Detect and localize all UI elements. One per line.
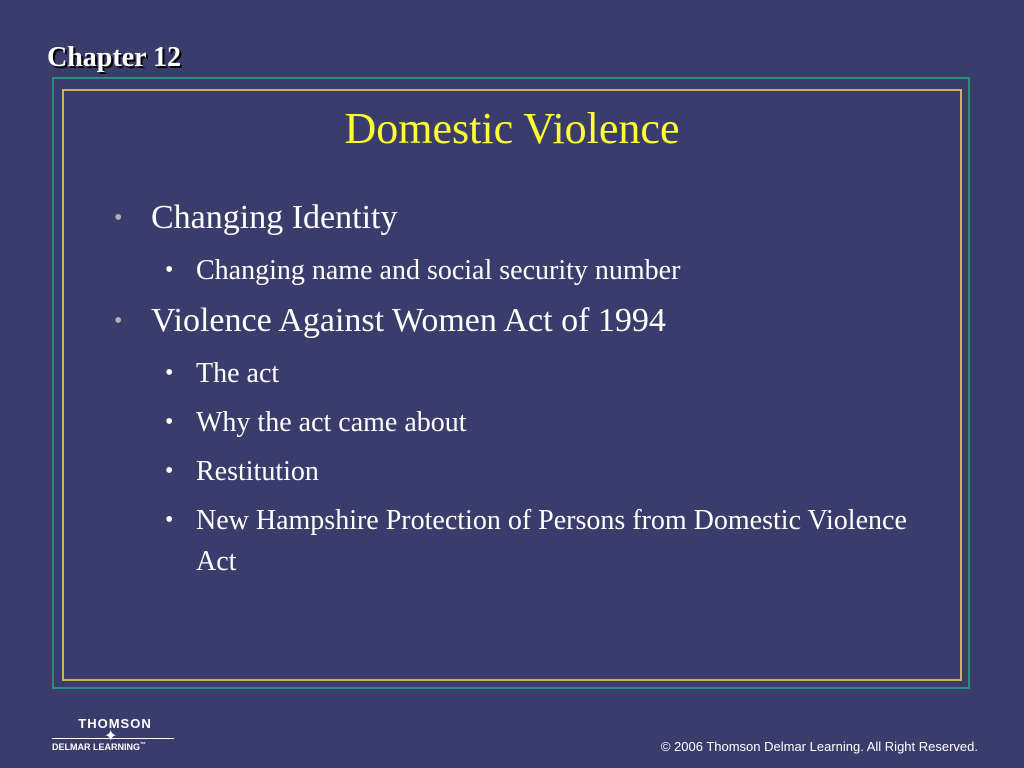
- bullet-icon: •: [114, 205, 123, 231]
- bullet-item: [110, 299, 930, 343]
- thomson-delmar-logo: [52, 716, 177, 756]
- bullet-text: Changing Identity: [151, 199, 398, 236]
- sub-bullet-item: [155, 451, 930, 492]
- bullet-icon: •: [114, 308, 123, 334]
- bullet-list: [110, 196, 930, 590]
- bullet-icon: •: [165, 257, 174, 283]
- bullet-icon: •: [165, 507, 174, 533]
- chapter-label: Chapter 12: [47, 42, 182, 73]
- logo-wordmark-bottom-text: DELMAR LEARNING: [52, 742, 140, 752]
- sub-bullet-text: Changing name and social security number: [196, 255, 681, 286]
- sub-bullet-text: The act: [196, 358, 280, 389]
- sub-bullet-item: [155, 500, 930, 582]
- copyright-notice: © 2006 Thomson Delmar Learning. All Right Reserved.: [660, 739, 978, 754]
- bullet-icon: •: [165, 409, 174, 435]
- bullet-item: [110, 196, 930, 240]
- sub-bullet-item: [155, 250, 930, 291]
- sub-bullet-item: [155, 402, 930, 443]
- sub-bullet-text: Restitution: [196, 456, 319, 487]
- sub-bullet-text: New Hampshire Protection of Persons from Domestic Violence Act: [196, 505, 907, 577]
- bullet-icon: •: [165, 360, 174, 386]
- star-icon: ✦: [104, 728, 118, 745]
- logo-wordmark-top: THOMSON: [78, 716, 152, 731]
- trademark-symbol: ™: [140, 742, 146, 748]
- logo-wordmark-bottom: [52, 742, 176, 752]
- sub-bullet-text: Why the act came about: [196, 407, 467, 438]
- bullet-text: Violence Against Women Act of 1994: [151, 302, 666, 339]
- bullet-icon: •: [165, 458, 174, 484]
- slide-title: Domestic Violence: [344, 104, 680, 153]
- sub-bullet-item: [155, 353, 930, 394]
